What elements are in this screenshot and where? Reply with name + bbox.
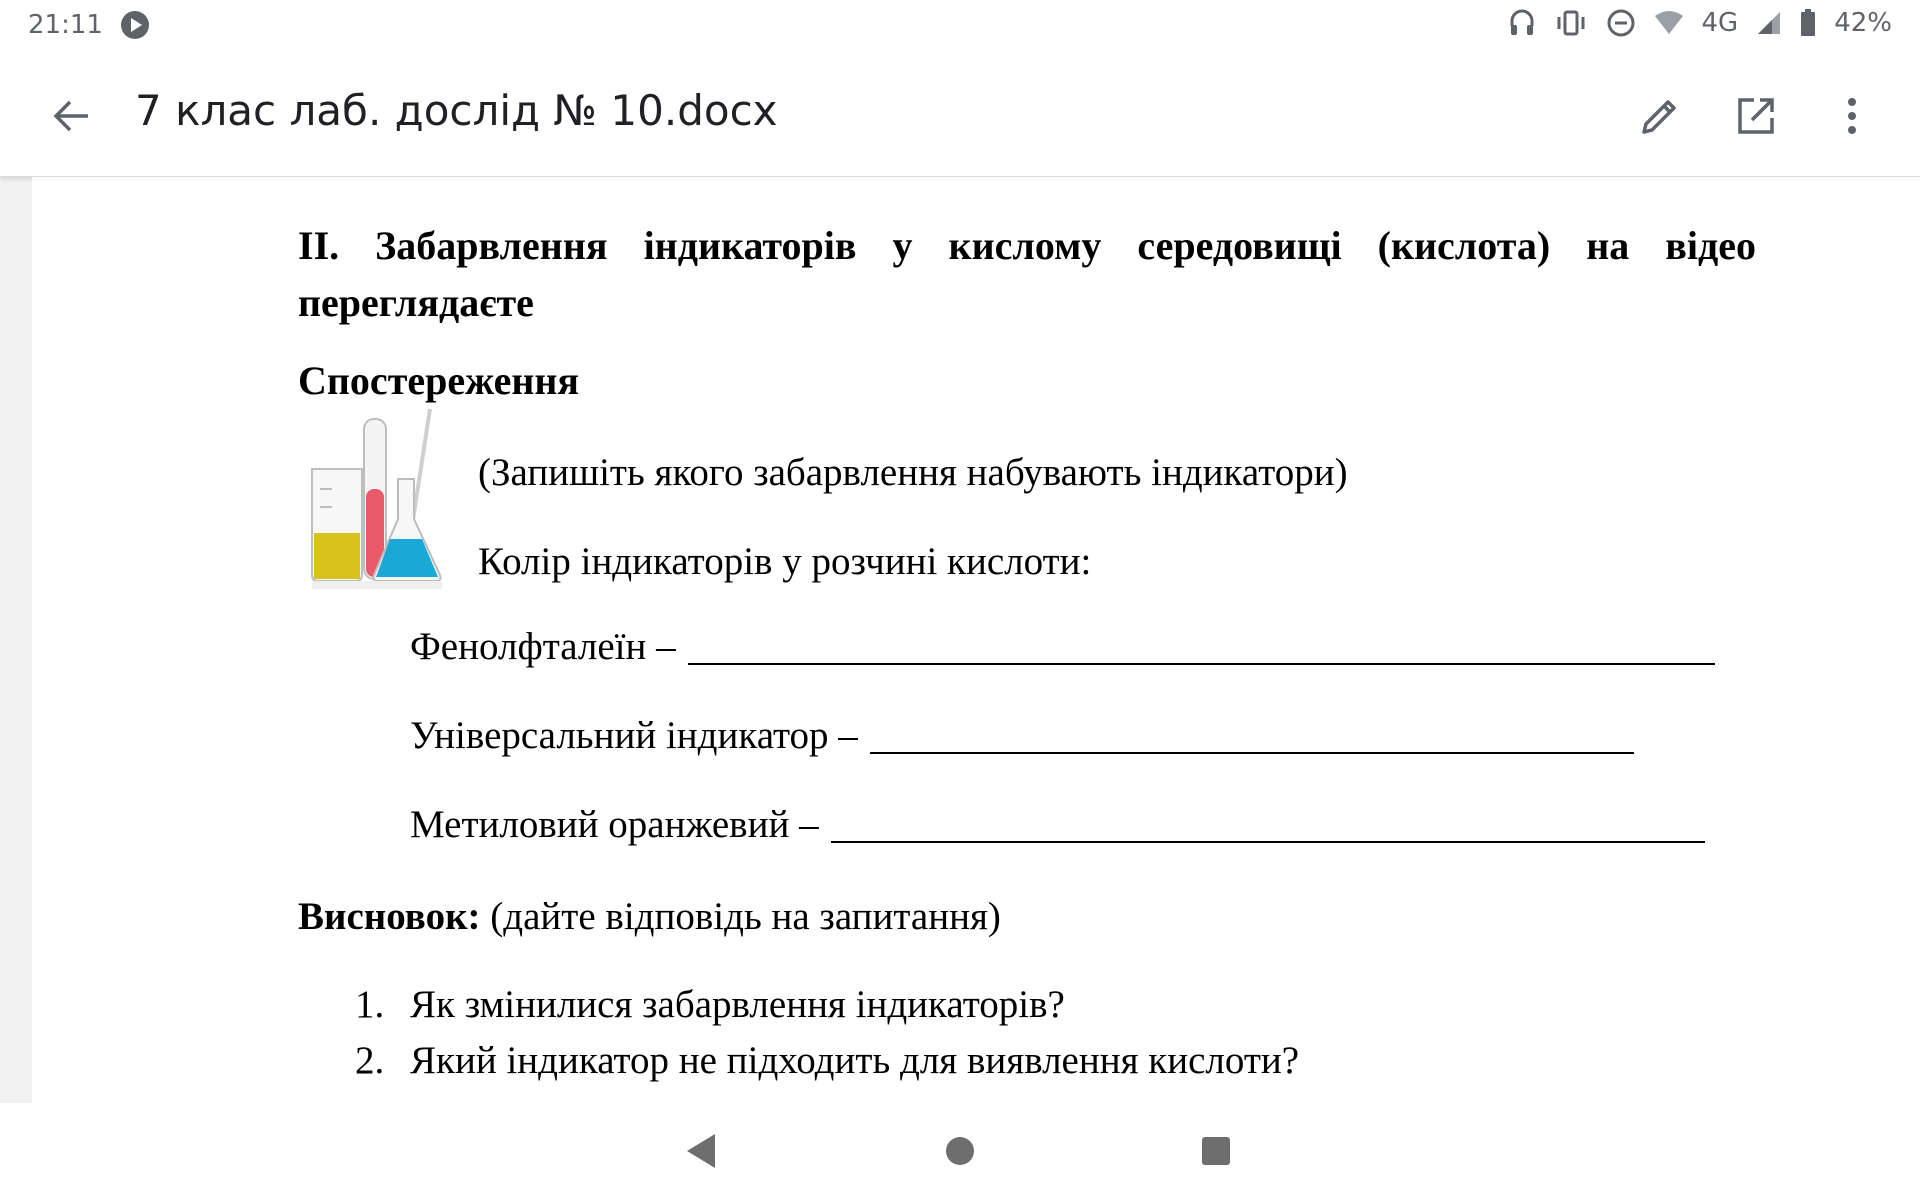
conclusion-line	[298, 894, 1001, 939]
conclusion-label: Висновок:	[298, 895, 481, 938]
edit-button[interactable]	[1632, 88, 1688, 144]
instruction-text: (Запишіть якого забарвлення набувають індикатори)	[478, 451, 1348, 494]
question-number: 1.	[355, 983, 385, 1026]
vibrate-icon	[1554, 8, 1588, 38]
answer-phenolphthalein	[410, 624, 1715, 669]
battery-icon	[1800, 9, 1816, 37]
answer-label: Універсальний індикатор –	[410, 714, 858, 757]
headset-icon	[1508, 8, 1536, 38]
document-page[interactable]	[32, 177, 1920, 1103]
color-prompt: Колір індикаторів у розчині кислоти:	[478, 540, 1092, 583]
answer-label: Метиловий оранжевий –	[410, 803, 819, 846]
nav-back-button[interactable]	[678, 1127, 726, 1175]
back-arrow-icon	[44, 88, 100, 144]
answer-universal-indicator	[410, 713, 1634, 758]
system-nav-bar	[0, 1103, 1920, 1200]
app-bar	[0, 52, 1920, 177]
document-title: 7 клас лаб. дослід № 10.docx	[135, 86, 778, 135]
open-with-button[interactable]	[1728, 88, 1784, 144]
back-button[interactable]	[44, 88, 100, 144]
app-actions	[1632, 88, 1880, 144]
nav-home-icon	[944, 1135, 976, 1167]
status-icons	[1508, 8, 1893, 38]
status-time: 21:11	[28, 10, 103, 40]
answer-blank[interactable]	[831, 805, 1705, 843]
conclusion-text: (дайте відповідь на запитання)	[480, 895, 1001, 938]
network-type: 4G	[1701, 8, 1739, 38]
question-text: Який індикатор не підходить для виявлення кислоти?	[410, 1039, 1300, 1082]
more-options-button[interactable]	[1824, 88, 1880, 144]
observations-title: Спостереження	[298, 358, 580, 403]
nav-back-icon	[685, 1132, 719, 1170]
answer-label: Фенолфталеїн –	[410, 625, 676, 668]
answer-blank[interactable]	[870, 716, 1634, 754]
dnd-icon	[1606, 8, 1636, 38]
signal-icon	[1756, 10, 1782, 36]
wifi-icon	[1654, 10, 1684, 36]
battery-level: 42%	[1834, 8, 1892, 38]
nav-recents-icon	[1200, 1135, 1232, 1167]
play-icon	[120, 10, 150, 40]
question-number: 2.	[355, 1039, 385, 1082]
answer-blank[interactable]	[688, 627, 1715, 665]
nav-home-button[interactable]	[936, 1127, 984, 1175]
status-bar	[0, 0, 1920, 52]
lab-glassware-image	[298, 389, 448, 589]
section-heading: ІІ. Забарвлення індикаторів у кислому середовищі (кислота) на відео переглядаєте	[298, 223, 1756, 325]
question-text: Як змінилися забарвлення індикаторів?	[410, 983, 1065, 1026]
more-vert-icon	[1846, 96, 1858, 136]
nav-recents-button[interactable]	[1192, 1127, 1240, 1175]
pencil-icon	[1638, 94, 1682, 138]
answer-methyl-orange	[410, 802, 1705, 847]
open-external-icon	[1734, 94, 1778, 138]
